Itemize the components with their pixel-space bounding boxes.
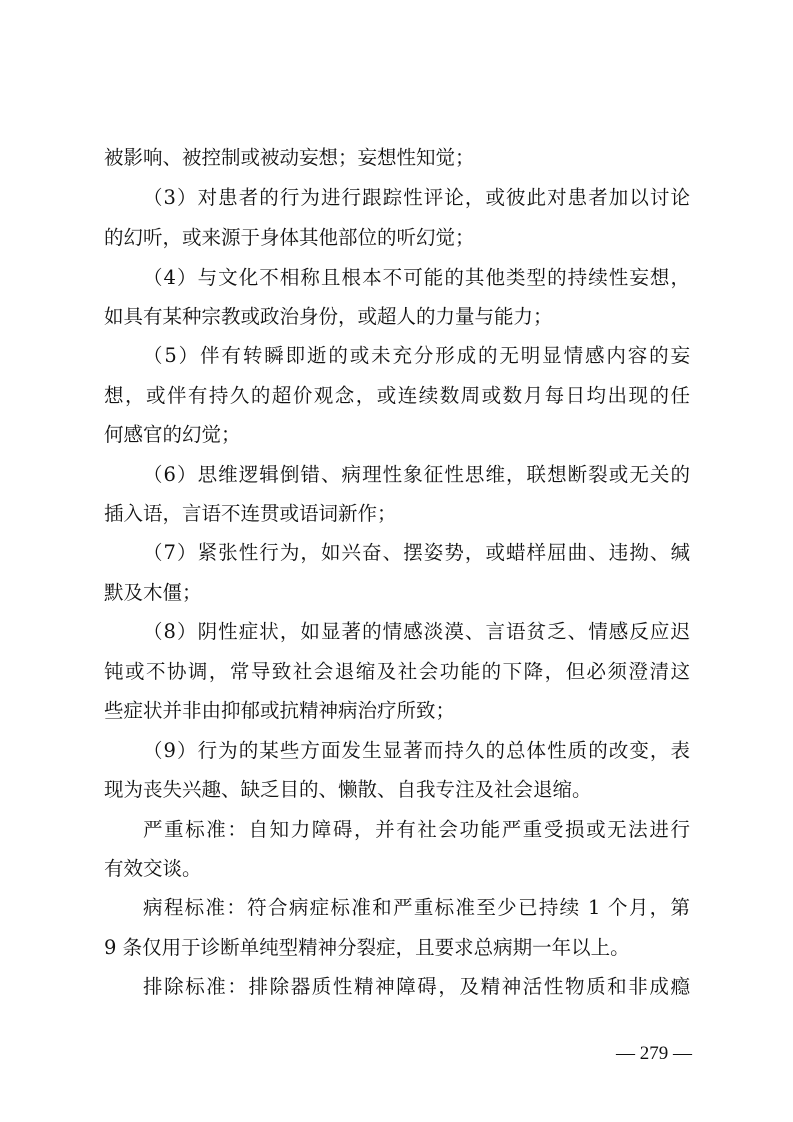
text-line: 何感官的幻觉； xyxy=(104,423,241,446)
text-line: 有效交谈。 xyxy=(104,857,202,880)
text-line: 插入语，言语不连贯或语词新作； xyxy=(104,502,397,525)
text-line: 默及木僵； xyxy=(104,581,202,604)
text-line: 如具有某种宗教或政治身份，或超人的力量与能力； xyxy=(104,305,553,328)
text-line: 9 条仅用于诊断单纯型精神分裂症，且要求总病期一年以上。 xyxy=(104,936,630,959)
text-line: （7）紧张性行为，如兴奋、摆姿势，或蜡样屈曲、违拗、缄 xyxy=(143,541,690,564)
text-line: （6）思维逻辑倒错、病理性象征性思维，联想断裂或无关的 xyxy=(143,463,690,486)
text-line: 的幻听，或来源于身体其他部位的听幻觉； xyxy=(104,226,475,249)
text-line: （8）阴性症状，如显著的情感淡漠、言语贫乏、情感反应迟 xyxy=(143,620,690,643)
text-line: 现为丧失兴趣、缺乏目的、懒散、自我专注及社会退缩。 xyxy=(104,778,592,801)
text-line: 被影响、被控制或被动妄想；妄想性知觉； xyxy=(104,146,475,169)
text-line: 排除标准：排除器质性精神障碍，及精神活性物质和非成瘾 xyxy=(143,975,690,998)
text-line: 钝或不协调，常导致社会退缩及社会功能的下降，但必须澄清这 xyxy=(104,660,690,683)
text-line: （5）伴有转瞬即逝的或未充分形成的无明显情感内容的妄 xyxy=(143,344,690,367)
text-line: （4）与文化不相称且根本不可能的其他类型的持续性妄想， xyxy=(143,266,690,289)
text-line: 想，或伴有持久的超价观念，或连续数周或数月每日均出现的任 xyxy=(104,384,690,407)
text-line: 些症状并非由抑郁或抗精神病治疗所致； xyxy=(104,699,456,722)
text-line: 严重标准：自知力障碍，并有社会功能严重受损或无法进行 xyxy=(143,818,690,841)
text-line: （3）对患者的行为进行跟踪性评论，或彼此对患者加以讨论 xyxy=(143,186,690,209)
page-number: — 279 — xyxy=(616,1043,692,1064)
text-line: 病程标准：符合病症标准和严重标准至少已持续 1 个月，第 xyxy=(143,896,690,919)
text-line: （9）行为的某些方面发生显著而持久的总体性质的改变，表 xyxy=(143,739,690,762)
